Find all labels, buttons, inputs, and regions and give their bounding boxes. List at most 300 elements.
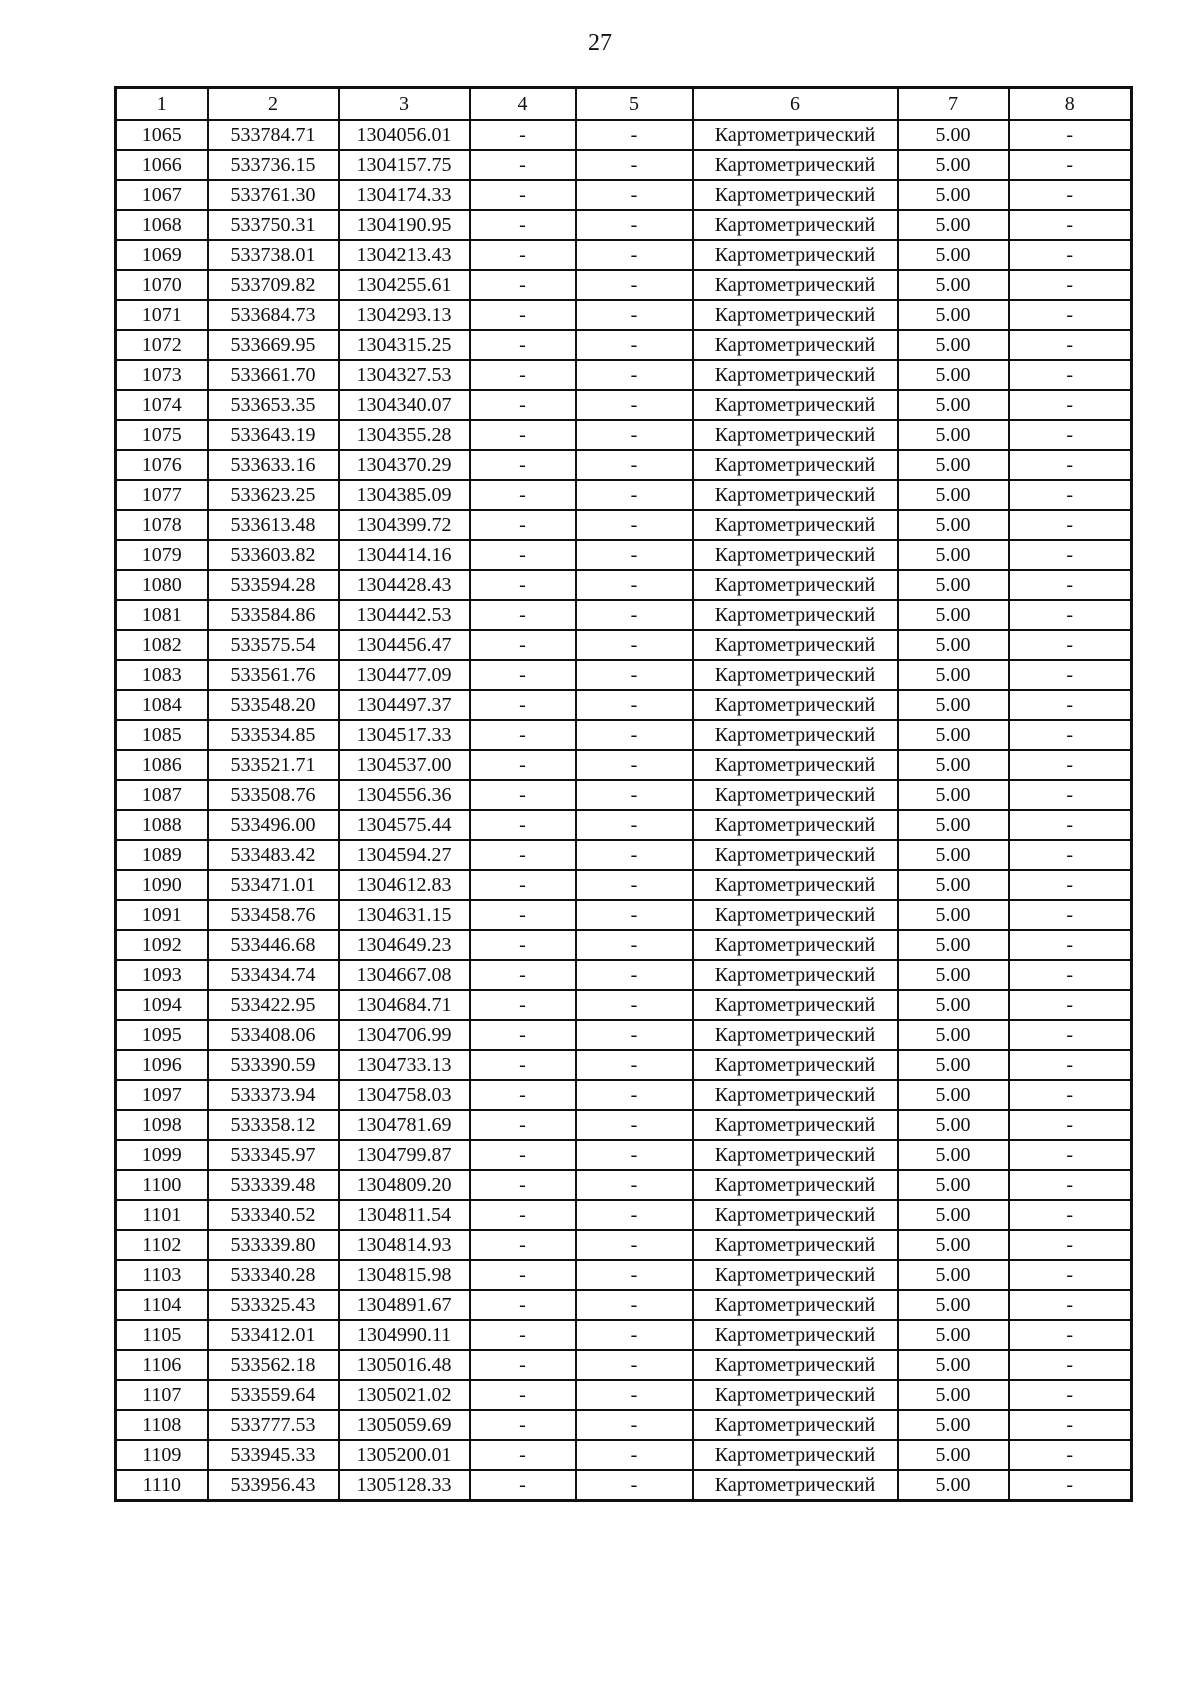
table-cell: - [576,990,693,1020]
table-cell: - [576,300,693,330]
table-cell: 1305016.48 [339,1350,470,1380]
table-cell: 533422.95 [208,990,339,1020]
table-cell: 533358.12 [208,1110,339,1140]
table-cell: - [576,1080,693,1110]
table-cell: 5.00 [898,630,1009,660]
table-cell: 1304157.75 [339,150,470,180]
table-row [116,360,1132,390]
table-cell: - [470,780,576,810]
table-cell: 1106 [116,1350,208,1380]
table-cell: Картометрический [693,360,898,390]
table-cell: 1103 [116,1260,208,1290]
table-cell: Картометрический [693,1380,898,1410]
table-cell: - [576,210,693,240]
table-cell: 533534.85 [208,720,339,750]
table-cell: 5.00 [898,300,1009,330]
table-cell: - [1009,1110,1132,1140]
table-cell: 533483.42 [208,840,339,870]
table-cell: 533434.74 [208,960,339,990]
table-cell: 1096 [116,1050,208,1080]
table-cell: - [1009,390,1132,420]
table-cell: - [1009,360,1132,390]
table-cell: 1305200.01 [339,1440,470,1470]
table-cell: 1107 [116,1380,208,1410]
table-cell: - [1009,840,1132,870]
table-cell: - [1009,1470,1132,1501]
table-cell: 533603.82 [208,540,339,570]
table-cell: - [470,1470,576,1501]
table-cell: - [1009,750,1132,780]
table-cell: Картометрический [693,750,898,780]
table-cell: 1080 [116,570,208,600]
table-cell: Картометрический [693,1440,898,1470]
table-cell: 1304684.71 [339,990,470,1020]
table-cell: Картометрический [693,1140,898,1170]
table-cell: 1089 [116,840,208,870]
table-cell: - [576,1050,693,1080]
table-cell: 533340.28 [208,1260,339,1290]
table-cell: 533653.35 [208,390,339,420]
table-cell: 1101 [116,1200,208,1230]
table-cell: 5.00 [898,1110,1009,1140]
table-cell: 1077 [116,480,208,510]
table-cell: - [470,480,576,510]
table-cell: - [470,1020,576,1050]
table-cell: - [576,720,693,750]
table-cell: - [576,1470,693,1501]
table-cell: 533496.00 [208,810,339,840]
table-cell: 1109 [116,1440,208,1470]
table-cell: - [1009,150,1132,180]
table-cell: 5.00 [898,1200,1009,1230]
column-header: 5 [576,88,693,121]
table-cell: 1110 [116,1470,208,1501]
column-header: 6 [693,88,898,121]
table-cell: 1304612.83 [339,870,470,900]
table-cell: - [576,360,693,390]
table-row [116,630,1132,660]
table-cell: - [576,900,693,930]
table-cell: - [470,720,576,750]
table-row [116,1290,1132,1320]
table-row [116,1020,1132,1050]
table-cell: - [470,1410,576,1440]
table-cell: - [1009,1230,1132,1260]
table-cell: 1093 [116,960,208,990]
table-cell: 1088 [116,810,208,840]
table-cell: 1097 [116,1080,208,1110]
table-cell: - [470,270,576,300]
table-cell: 1304315.25 [339,330,470,360]
table-cell: 1304809.20 [339,1170,470,1200]
table-cell: 533339.48 [208,1170,339,1200]
table-cell: 5.00 [898,1230,1009,1260]
table-cell: 533408.06 [208,1020,339,1050]
table-cell: - [470,1140,576,1170]
table-cell: - [576,1290,693,1320]
table-row [116,180,1132,210]
table-cell: 533561.76 [208,660,339,690]
table-cell: Картометрический [693,630,898,660]
table-cell: 5.00 [898,840,1009,870]
table-cell: 5.00 [898,1380,1009,1410]
table-cell: Картометрический [693,1320,898,1350]
table-cell: - [470,690,576,720]
table-cell: - [576,780,693,810]
table-cell: 1067 [116,180,208,210]
table-cell: 533325.43 [208,1290,339,1320]
table-cell: Картометрический [693,510,898,540]
column-header: 2 [208,88,339,121]
table-cell: 1094 [116,990,208,1020]
table-cell: 1304255.61 [339,270,470,300]
table-cell: 1304497.37 [339,690,470,720]
table-cell: 533643.19 [208,420,339,450]
table-cell: - [576,1230,693,1260]
table-cell: 1078 [116,510,208,540]
table-cell: - [1009,330,1132,360]
table-cell: - [576,330,693,360]
table-cell: - [576,1020,693,1050]
table-row [116,840,1132,870]
table-cell: - [470,180,576,210]
table-cell: 1085 [116,720,208,750]
table-cell: - [1009,990,1132,1020]
table-cell: 533736.15 [208,150,339,180]
table-cell: Картометрический [693,300,898,330]
table-cell: 5.00 [898,600,1009,630]
table-cell: Картометрический [693,120,898,150]
table-cell: 5.00 [898,1080,1009,1110]
table-cell: - [470,990,576,1020]
table-cell: - [1009,1020,1132,1050]
table-cell: - [1009,1440,1132,1470]
table-cell: 1304056.01 [339,120,470,150]
table-cell: 5.00 [898,1140,1009,1170]
table-cell: 5.00 [898,690,1009,720]
table-cell: 533508.76 [208,780,339,810]
table-cell: - [576,1410,693,1440]
table-row [116,450,1132,480]
table-cell: 533446.68 [208,930,339,960]
table-cell: 5.00 [898,1470,1009,1501]
table-cell: - [470,210,576,240]
table-cell: - [470,240,576,270]
table-row [116,720,1132,750]
table-cell: - [470,540,576,570]
table-cell: 5.00 [898,1290,1009,1320]
table-row [116,1470,1132,1501]
table-cell: 1084 [116,690,208,720]
table-cell: - [1009,300,1132,330]
table-cell: 533956.43 [208,1470,339,1501]
table-cell: 1304811.54 [339,1200,470,1230]
table-cell: 5.00 [898,900,1009,930]
table-cell: 1075 [116,420,208,450]
table-row [116,330,1132,360]
table-row [116,780,1132,810]
table-cell: 1073 [116,360,208,390]
table-row [116,1170,1132,1200]
table-cell: 1304631.15 [339,900,470,930]
table-cell: - [576,270,693,300]
table-cell: 1304667.08 [339,960,470,990]
table-cell: Картометрический [693,150,898,180]
table-cell: - [470,120,576,150]
table-cell: - [576,1440,693,1470]
table-cell: 1304456.47 [339,630,470,660]
column-header: 4 [470,88,576,121]
table-cell: - [470,960,576,990]
table-cell: 533777.53 [208,1410,339,1440]
table-cell: 1305128.33 [339,1470,470,1501]
table-cell: - [576,840,693,870]
table-cell: - [470,1290,576,1320]
table-cell: - [1009,1290,1132,1320]
table-cell: - [1009,690,1132,720]
table-cell: - [470,420,576,450]
table-cell: - [1009,720,1132,750]
table-cell: - [576,570,693,600]
table-cell: - [470,330,576,360]
table-cell: - [1009,240,1132,270]
table-cell: 5.00 [898,210,1009,240]
table-cell: - [1009,630,1132,660]
table-cell: 533345.97 [208,1140,339,1170]
table-row [116,240,1132,270]
table-cell: - [1009,270,1132,300]
table-cell: Картометрический [693,930,898,960]
table-cell: - [1009,1320,1132,1350]
table-cell: 5.00 [898,570,1009,600]
table-cell: Картометрический [693,180,898,210]
table-cell: - [1009,810,1132,840]
table-cell: - [1009,1200,1132,1230]
table-cell: 5.00 [898,930,1009,960]
table-cell: 1304594.27 [339,840,470,870]
table-cell: 1066 [116,150,208,180]
table-row [116,930,1132,960]
table-cell: Картометрический [693,990,898,1020]
table-row [116,1230,1132,1260]
table-cell: 5.00 [898,780,1009,810]
table-cell: 533575.54 [208,630,339,660]
table-cell: - [576,1140,693,1170]
table-cell: 533373.94 [208,1080,339,1110]
table-cell: - [470,300,576,330]
table-cell: Картометрический [693,1110,898,1140]
table-cell: 533584.86 [208,600,339,630]
table-cell: - [1009,450,1132,480]
table-cell: 5.00 [898,240,1009,270]
table-row [116,660,1132,690]
table-cell: 1070 [116,270,208,300]
table-cell: Картометрический [693,270,898,300]
table-cell: - [576,1170,693,1200]
table-cell: 1083 [116,660,208,690]
table-cell: 5.00 [898,1320,1009,1350]
table-cell: 533594.28 [208,570,339,600]
table-row [116,390,1132,420]
table-row [116,570,1132,600]
table-cell: Картометрический [693,1260,898,1290]
table-cell: Картометрический [693,450,898,480]
table-cell: 5.00 [898,1170,1009,1200]
table-cell: 1072 [116,330,208,360]
table-cell: 533623.25 [208,480,339,510]
table-cell: 1304649.23 [339,930,470,960]
table-cell: 533339.80 [208,1230,339,1260]
table-cell: Картометрический [693,330,898,360]
table-cell: 1082 [116,630,208,660]
table-cell: - [470,1170,576,1200]
table-cell: 5.00 [898,660,1009,690]
table-cell: 533412.01 [208,1320,339,1350]
table-row [116,900,1132,930]
table-cell: - [1009,900,1132,930]
table-row [116,690,1132,720]
table-cell: - [576,120,693,150]
table-cell: 5.00 [898,480,1009,510]
table-cell: 5.00 [898,120,1009,150]
table-cell: 1091 [116,900,208,930]
table-cell: - [470,1230,576,1260]
table-cell: - [470,930,576,960]
table-cell: - [576,390,693,420]
table-cell: Картометрический [693,900,898,930]
table-cell: 5.00 [898,1410,1009,1440]
table-cell: 1104 [116,1290,208,1320]
table-cell: 5.00 [898,720,1009,750]
table-cell: 533669.95 [208,330,339,360]
table-row [116,1140,1132,1170]
table-cell: 1304575.44 [339,810,470,840]
table-cell: - [1009,1260,1132,1290]
table-cell: 1086 [116,750,208,780]
table-cell: 533562.18 [208,1350,339,1380]
table-cell: 1304706.99 [339,1020,470,1050]
table-row [116,1050,1132,1080]
table-row [116,600,1132,630]
table-cell: - [470,1380,576,1410]
table-cell: 1304399.72 [339,510,470,540]
table-cell: 533945.33 [208,1440,339,1470]
table-cell: 1304733.13 [339,1050,470,1080]
table-cell: 5.00 [898,1350,1009,1380]
table-row [116,210,1132,240]
table-cell: 1081 [116,600,208,630]
table-cell: Картометрический [693,570,898,600]
table-cell: 533738.01 [208,240,339,270]
table-row [116,510,1132,540]
table-cell: Картометрический [693,1050,898,1080]
table-cell: - [470,360,576,390]
table-cell: 533559.64 [208,1380,339,1410]
table-cell: 1304537.00 [339,750,470,780]
table-header-row [116,88,1132,121]
table-cell: 1304990.11 [339,1320,470,1350]
table-cell: - [1009,120,1132,150]
table-cell: - [576,1110,693,1140]
table-cell: Картометрический [693,210,898,240]
table-cell: 5.00 [898,540,1009,570]
table-cell: - [470,1050,576,1080]
table-cell: 1304190.95 [339,210,470,240]
table-cell: 1304556.36 [339,780,470,810]
table-cell: - [470,510,576,540]
table-cell: - [470,1320,576,1350]
table-cell: 1074 [116,390,208,420]
table-cell: 5.00 [898,870,1009,900]
table-cell: - [576,750,693,780]
table-cell: Картометрический [693,1020,898,1050]
table-cell: 5.00 [898,360,1009,390]
table-row [116,1200,1132,1230]
table-cell: Картометрический [693,540,898,570]
table-cell: 1100 [116,1170,208,1200]
table-row [116,300,1132,330]
table-cell: 533458.76 [208,900,339,930]
table-cell: 533390.59 [208,1050,339,1080]
table-cell: 5.00 [898,1050,1009,1080]
table-cell: 1305021.02 [339,1380,470,1410]
table-cell: Картометрический [693,1170,898,1200]
table-cell: - [576,150,693,180]
table-cell: 1304517.33 [339,720,470,750]
table-row [116,990,1132,1020]
table-cell: 5.00 [898,330,1009,360]
table-cell: - [1009,210,1132,240]
table-cell: - [470,1440,576,1470]
table-cell: - [1009,960,1132,990]
table-cell: 533661.70 [208,360,339,390]
table-row [116,1260,1132,1290]
table-cell: 5.00 [898,180,1009,210]
table-cell: - [1009,930,1132,960]
table-cell: Картометрический [693,1080,898,1110]
table-cell: - [470,1200,576,1230]
table-cell: 5.00 [898,150,1009,180]
column-header: 1 [116,88,208,121]
table-row [116,420,1132,450]
table-cell: - [1009,1080,1132,1110]
table-cell: 1304213.43 [339,240,470,270]
table-cell: - [1009,780,1132,810]
table-cell: Картометрический [693,420,898,450]
table-cell: 533471.01 [208,870,339,900]
table-cell: 1304174.33 [339,180,470,210]
table-cell: Картометрический [693,1410,898,1440]
table-cell: 1102 [116,1230,208,1260]
table-cell: - [576,960,693,990]
table-cell: - [576,1350,693,1380]
table-cell: 533761.30 [208,180,339,210]
table-cell: 1304355.28 [339,420,470,450]
table-cell: - [1009,600,1132,630]
table-cell: - [576,690,693,720]
table-cell: 1069 [116,240,208,270]
table-cell: 1099 [116,1140,208,1170]
table-cell: 1304327.53 [339,360,470,390]
table-cell: - [576,450,693,480]
table-cell: Картометрический [693,600,898,630]
page-number: 27 [588,30,612,56]
table-cell: - [576,180,693,210]
table-cell: - [576,870,693,900]
table-cell: Картометрический [693,690,898,720]
table-cell: - [470,630,576,660]
table-cell: - [576,1320,693,1350]
